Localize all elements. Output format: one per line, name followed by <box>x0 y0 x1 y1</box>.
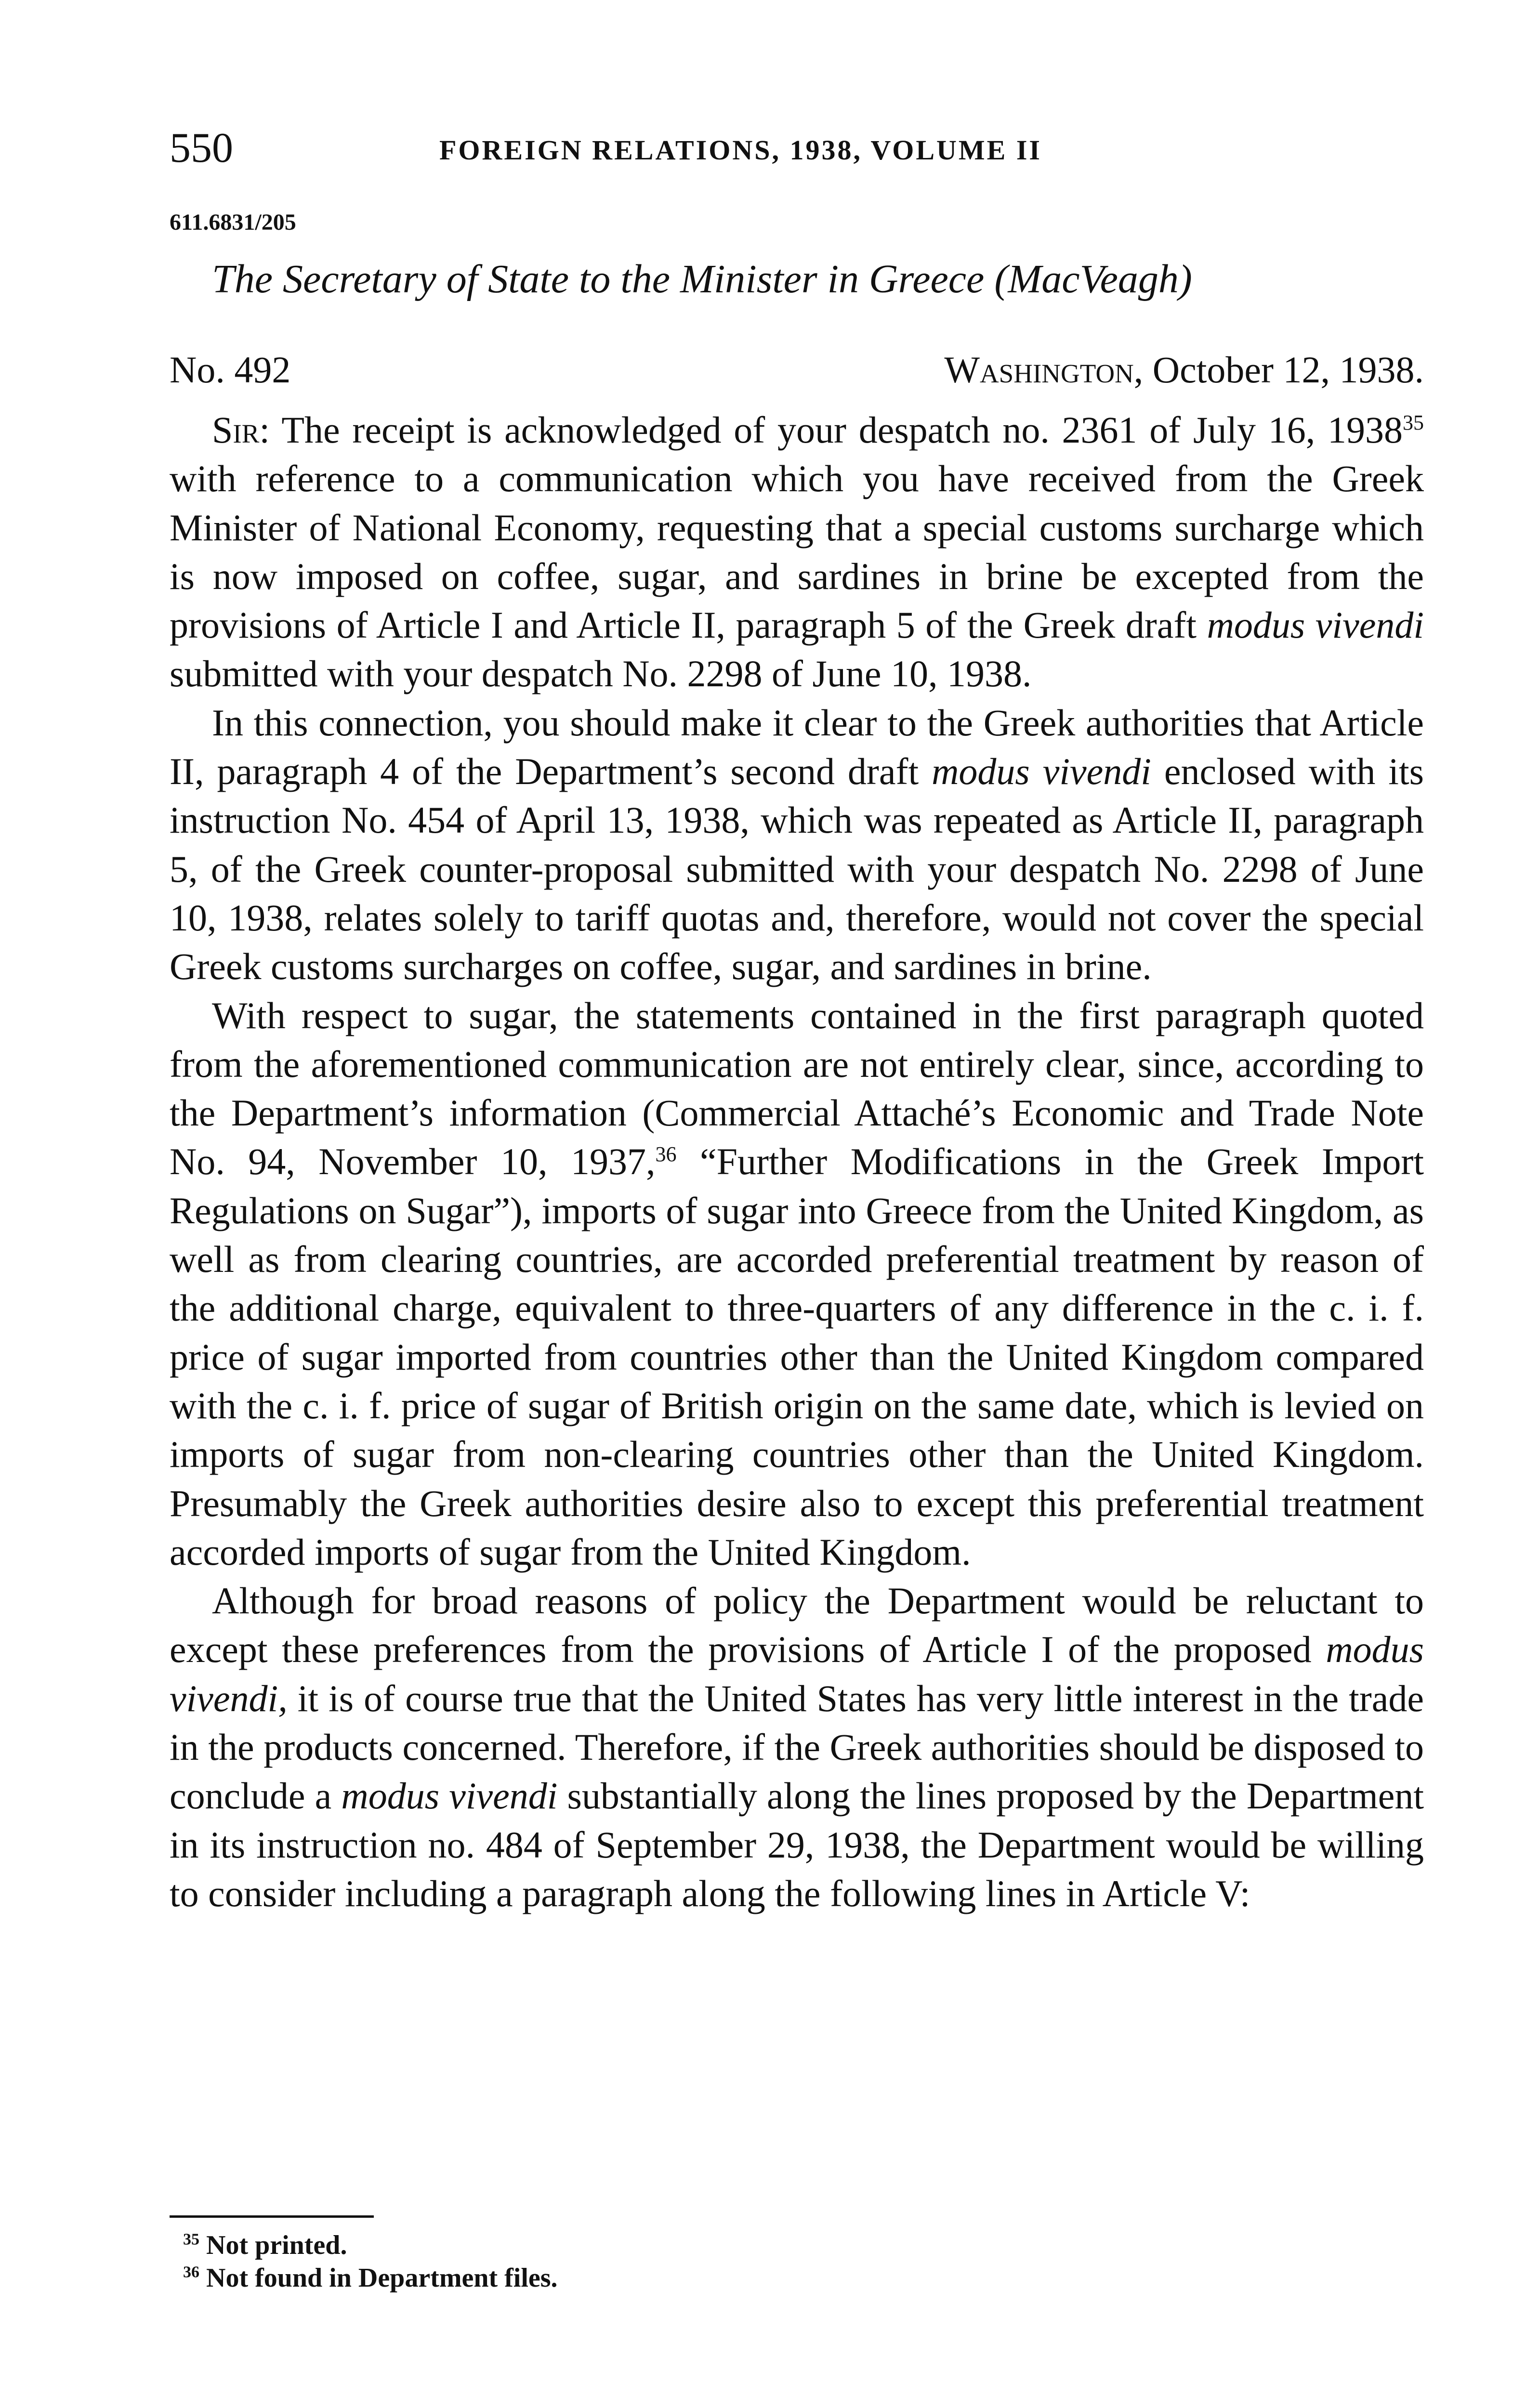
dateline-date: October 12, 1938. <box>1152 349 1424 391</box>
paragraph-4-text-a: Although for broad reasons of policy the Department would be reluctant to except these preferences from the provisions of Article I of the proposed <box>170 1580 1424 1671</box>
paragraph-4-italic-1: modus vivendi, <box>170 1628 1424 1719</box>
paragraph-2-italic: modus vivendi <box>932 750 1151 793</box>
salutation: Sir: <box>212 409 270 451</box>
dateline <box>944 346 1424 394</box>
paragraph-1-text-a: The receipt is acknowledged of your despatch no. 2361 of July 16, 1938 <box>270 409 1403 451</box>
paragraph-2 <box>170 698 1424 991</box>
paragraph-3-text-a: With respect to sugar, the statements contained in the first paragraph quoted from the aforementioned communication are not entirely clear, since, according to the Department’s information (Commercial Attaché’s Economic and Trade Note No. 94, November 10, 1937, <box>170 994 1424 1183</box>
paragraph-1-italic: modus vivendi <box>1207 604 1424 646</box>
page-number: 550 <box>170 125 233 171</box>
paragraph-2-text-b: enclosed with its instruction No. 454 of April 13, 1938, which was repeated as Article II, paragraph 5, of the Greek counter-proposal submitted with your despatch No. 2298 of June 10, 1938, relates solely to tariff quotas and, therefore, would not cover the special Greek customs surcharges on coffee, sugar, and sardines in brine. <box>170 750 1424 988</box>
file-number: 611.6831/205 <box>170 209 296 235</box>
footnote-text: Not printed. <box>199 2230 347 2260</box>
paragraph-4-text-c: substantially along the lines proposed by the Department in its instruction no. 484 of September 29, 1938, the Department would be willing to consider including a paragraph along the following lines in Article V: <box>170 1775 1424 1914</box>
paragraph-2-text-a: In this connection, you should make it clear to the Greek authorities that Article II, paragraph 4 of the Department’s second draft <box>170 701 1424 793</box>
paragraph-1-text-c: submitted with your despatch No. 2298 of June 10, 1938. <box>170 653 1032 695</box>
footnote-ref-36: 36 <box>655 1142 677 1166</box>
document-number: No. 492 <box>170 349 291 391</box>
running-head <box>170 124 1432 177</box>
paragraph-4-italic-2: modus vivendi <box>341 1775 558 1817</box>
footnote-rule <box>170 2215 374 2218</box>
paragraph-3 <box>170 991 1424 1577</box>
paragraph-4-text-b: it is of course true that the United States has very little interest in the trade in the products concerned. Therefore, if the Greek authorities should be disposed to conclude a <box>170 1677 1424 1817</box>
footnote-mark: 35 <box>183 2230 199 2249</box>
footnote-mark: 36 <box>183 2263 199 2281</box>
paragraph-4 <box>170 1576 1424 1918</box>
paragraph-3-text-b: “Further Modifications in the Greek Import Regulations on Sugar”), imports of sugar into Greece from the United Kingdom, as well as from clearing countries, are accorded preferential treatment by reason of the additional charge, equivalent to three-quarters of any difference in the c. i. f. price of sugar imported from countries other than the United Kingdom compared with the c. i. f. price of sugar of British origin on the same date, which is levied on imports of sugar from non-clearing countries other than the United Kingdom. Presumably the Greek authorities desire also to except this preferential treatment accorded imports of sugar from the United Kingdom. <box>170 1140 1424 1573</box>
document-title: The Secretary of State to the Minister in Greece (MacVeagh) <box>212 257 1192 301</box>
paragraph-1 <box>170 406 1424 698</box>
footnote-35 <box>183 2229 954 2262</box>
dateline-place: Washington, <box>944 349 1144 391</box>
footnotes <box>183 2229 954 2294</box>
body-text <box>170 406 1424 1918</box>
footnote-36 <box>183 2262 954 2294</box>
paragraph-1-text-b: with reference to a communication which you have received from the Greek Minister of National Economy, requesting that a special customs surcharge which is now imposed on coffee, sugar, and sardines in brine be excepted from the provisions of Article I and Article II, paragraph 5 of the Greek draft <box>170 458 1424 646</box>
footnote-ref-35: 35 <box>1403 411 1424 434</box>
running-title: FOREIGN RELATIONS, 1938, VOLUME II <box>439 134 1042 166</box>
footnote-text: Not found in Department files. <box>199 2263 558 2293</box>
